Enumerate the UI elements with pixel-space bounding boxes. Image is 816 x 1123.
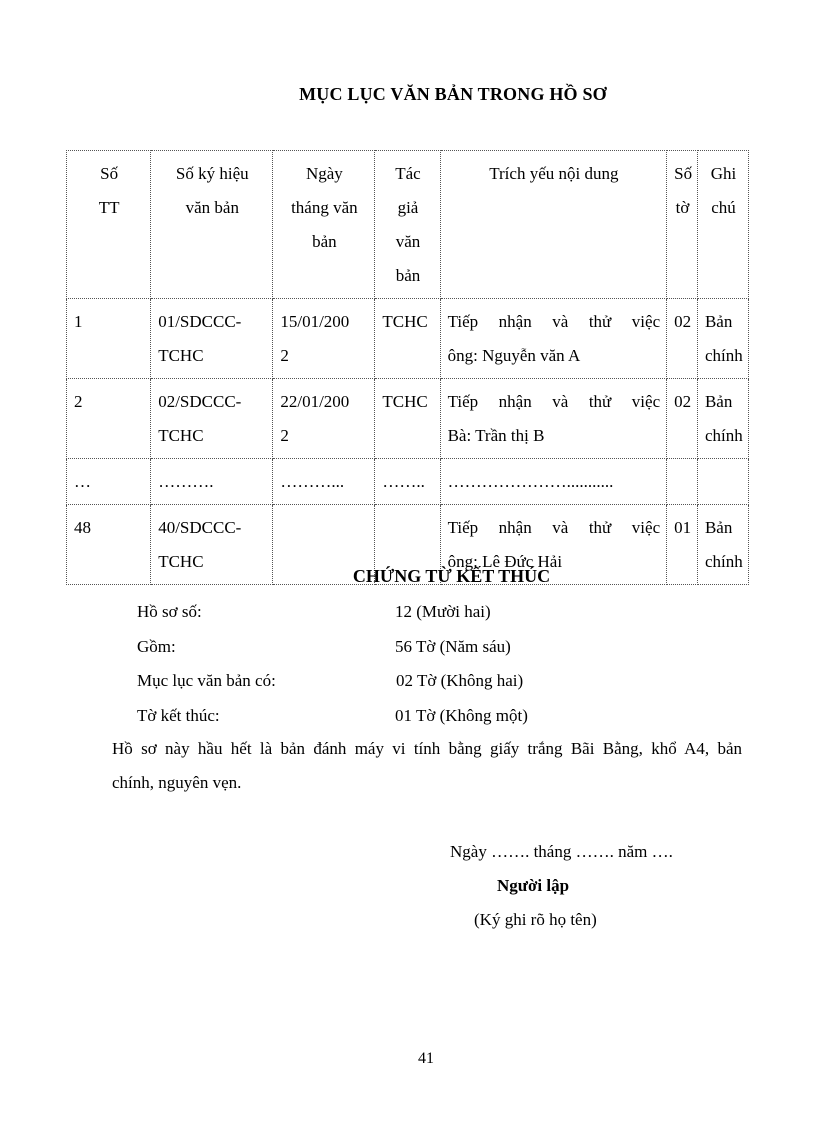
cell-note [697, 459, 748, 505]
header-date: Ngày tháng văn bản [273, 151, 375, 299]
summary-value: 02 Tờ (Không hai) [396, 671, 524, 690]
summary-label: Mục lục văn bản có: [137, 671, 276, 690]
document-title: MỤC LỤC VĂN BẢN TRONG HỒ SƠ [299, 84, 607, 104]
closing-summary [137, 595, 697, 733]
summary-row [137, 630, 697, 665]
table-row [67, 379, 749, 459]
summary-row [137, 699, 697, 734]
table-row [67, 459, 749, 505]
cell-summary: Tiếp nhận và thử việc ông: Lê Đức Hải [440, 505, 667, 585]
cell-note: Bản chính [697, 505, 748, 585]
paragraph-line-2: chính, nguyên vẹn. [112, 773, 242, 792]
date-line: Ngày ……. tháng ……. năm …. [450, 842, 673, 861]
cell-stt: 48 [67, 505, 151, 585]
cell-author: …….. [375, 459, 440, 505]
closing-paragraph [112, 732, 742, 800]
signature-note: (Ký ghi rõ họ tên) [474, 910, 597, 929]
cell-symbol: 40/SDCCC- TCHC [151, 505, 273, 585]
summary-value: 01 Tờ (Không một) [395, 705, 528, 725]
cell-summary: …………………........... [440, 459, 667, 505]
signer-title: Người lập [497, 876, 570, 895]
cell-summary: Tiếp nhận và thử việc ông: Nguyễn văn A [440, 299, 667, 379]
cell-pages [667, 459, 698, 505]
cell-author: TCHC [375, 379, 440, 459]
cell-symbol: 01/SDCCC- TCHC [151, 299, 273, 379]
header-summary: Trích yếu nội dung [440, 151, 667, 299]
cell-stt: 2 [67, 379, 151, 459]
cell-stt: 1 [67, 299, 151, 379]
closing-title: CHỨNG TỪ KẾT THÚC [352, 566, 551, 586]
cell-date: 22/01/200 2 [273, 379, 375, 459]
cell-author: TCHC [375, 299, 440, 379]
summary-label: Tờ kết thúc: [137, 705, 220, 725]
paragraph-line-1: Hồ sơ này hầu hết là bản đánh máy vi tính bằng giấy trắng Bãi Bằng, khổ A4, bản [112, 739, 742, 758]
summary-row [137, 595, 697, 630]
cell-note: Bản chính [697, 379, 748, 459]
cell-pages: 01 [667, 505, 698, 585]
summary-value: 56 Tờ (Năm sáu) [395, 636, 511, 656]
table-header-row [67, 151, 749, 299]
cell-symbol: ………. [151, 459, 273, 505]
header-author: Tác giả văn bản [375, 151, 440, 299]
cell-summary: Tiếp nhận và thử việc Bà: Trần thị B [440, 379, 667, 459]
table-row [67, 299, 749, 379]
cell-pages: 02 [667, 379, 698, 459]
summary-label: Hồ sơ số: [137, 602, 202, 621]
header-stt: Số TT [67, 151, 151, 299]
header-pages: Số tờ [667, 151, 698, 299]
page-number: 41 [418, 1050, 434, 1067]
cell-symbol: 02/SDCCC- TCHC [151, 379, 273, 459]
document-index-table [66, 150, 749, 585]
summary-label: Gồm: [137, 636, 176, 656]
summary-row [137, 664, 697, 699]
cell-stt: … [67, 459, 151, 505]
header-symbol: Số ký hiệu văn bản [151, 151, 273, 299]
cell-pages: 02 [667, 299, 698, 379]
summary-value: 12 (Mười hai) [395, 602, 491, 621]
cell-date: 15/01/200 2 [273, 299, 375, 379]
cell-date: ………... [273, 459, 375, 505]
cell-note: Bản chính [697, 299, 748, 379]
header-note: Ghi chú [697, 151, 748, 299]
